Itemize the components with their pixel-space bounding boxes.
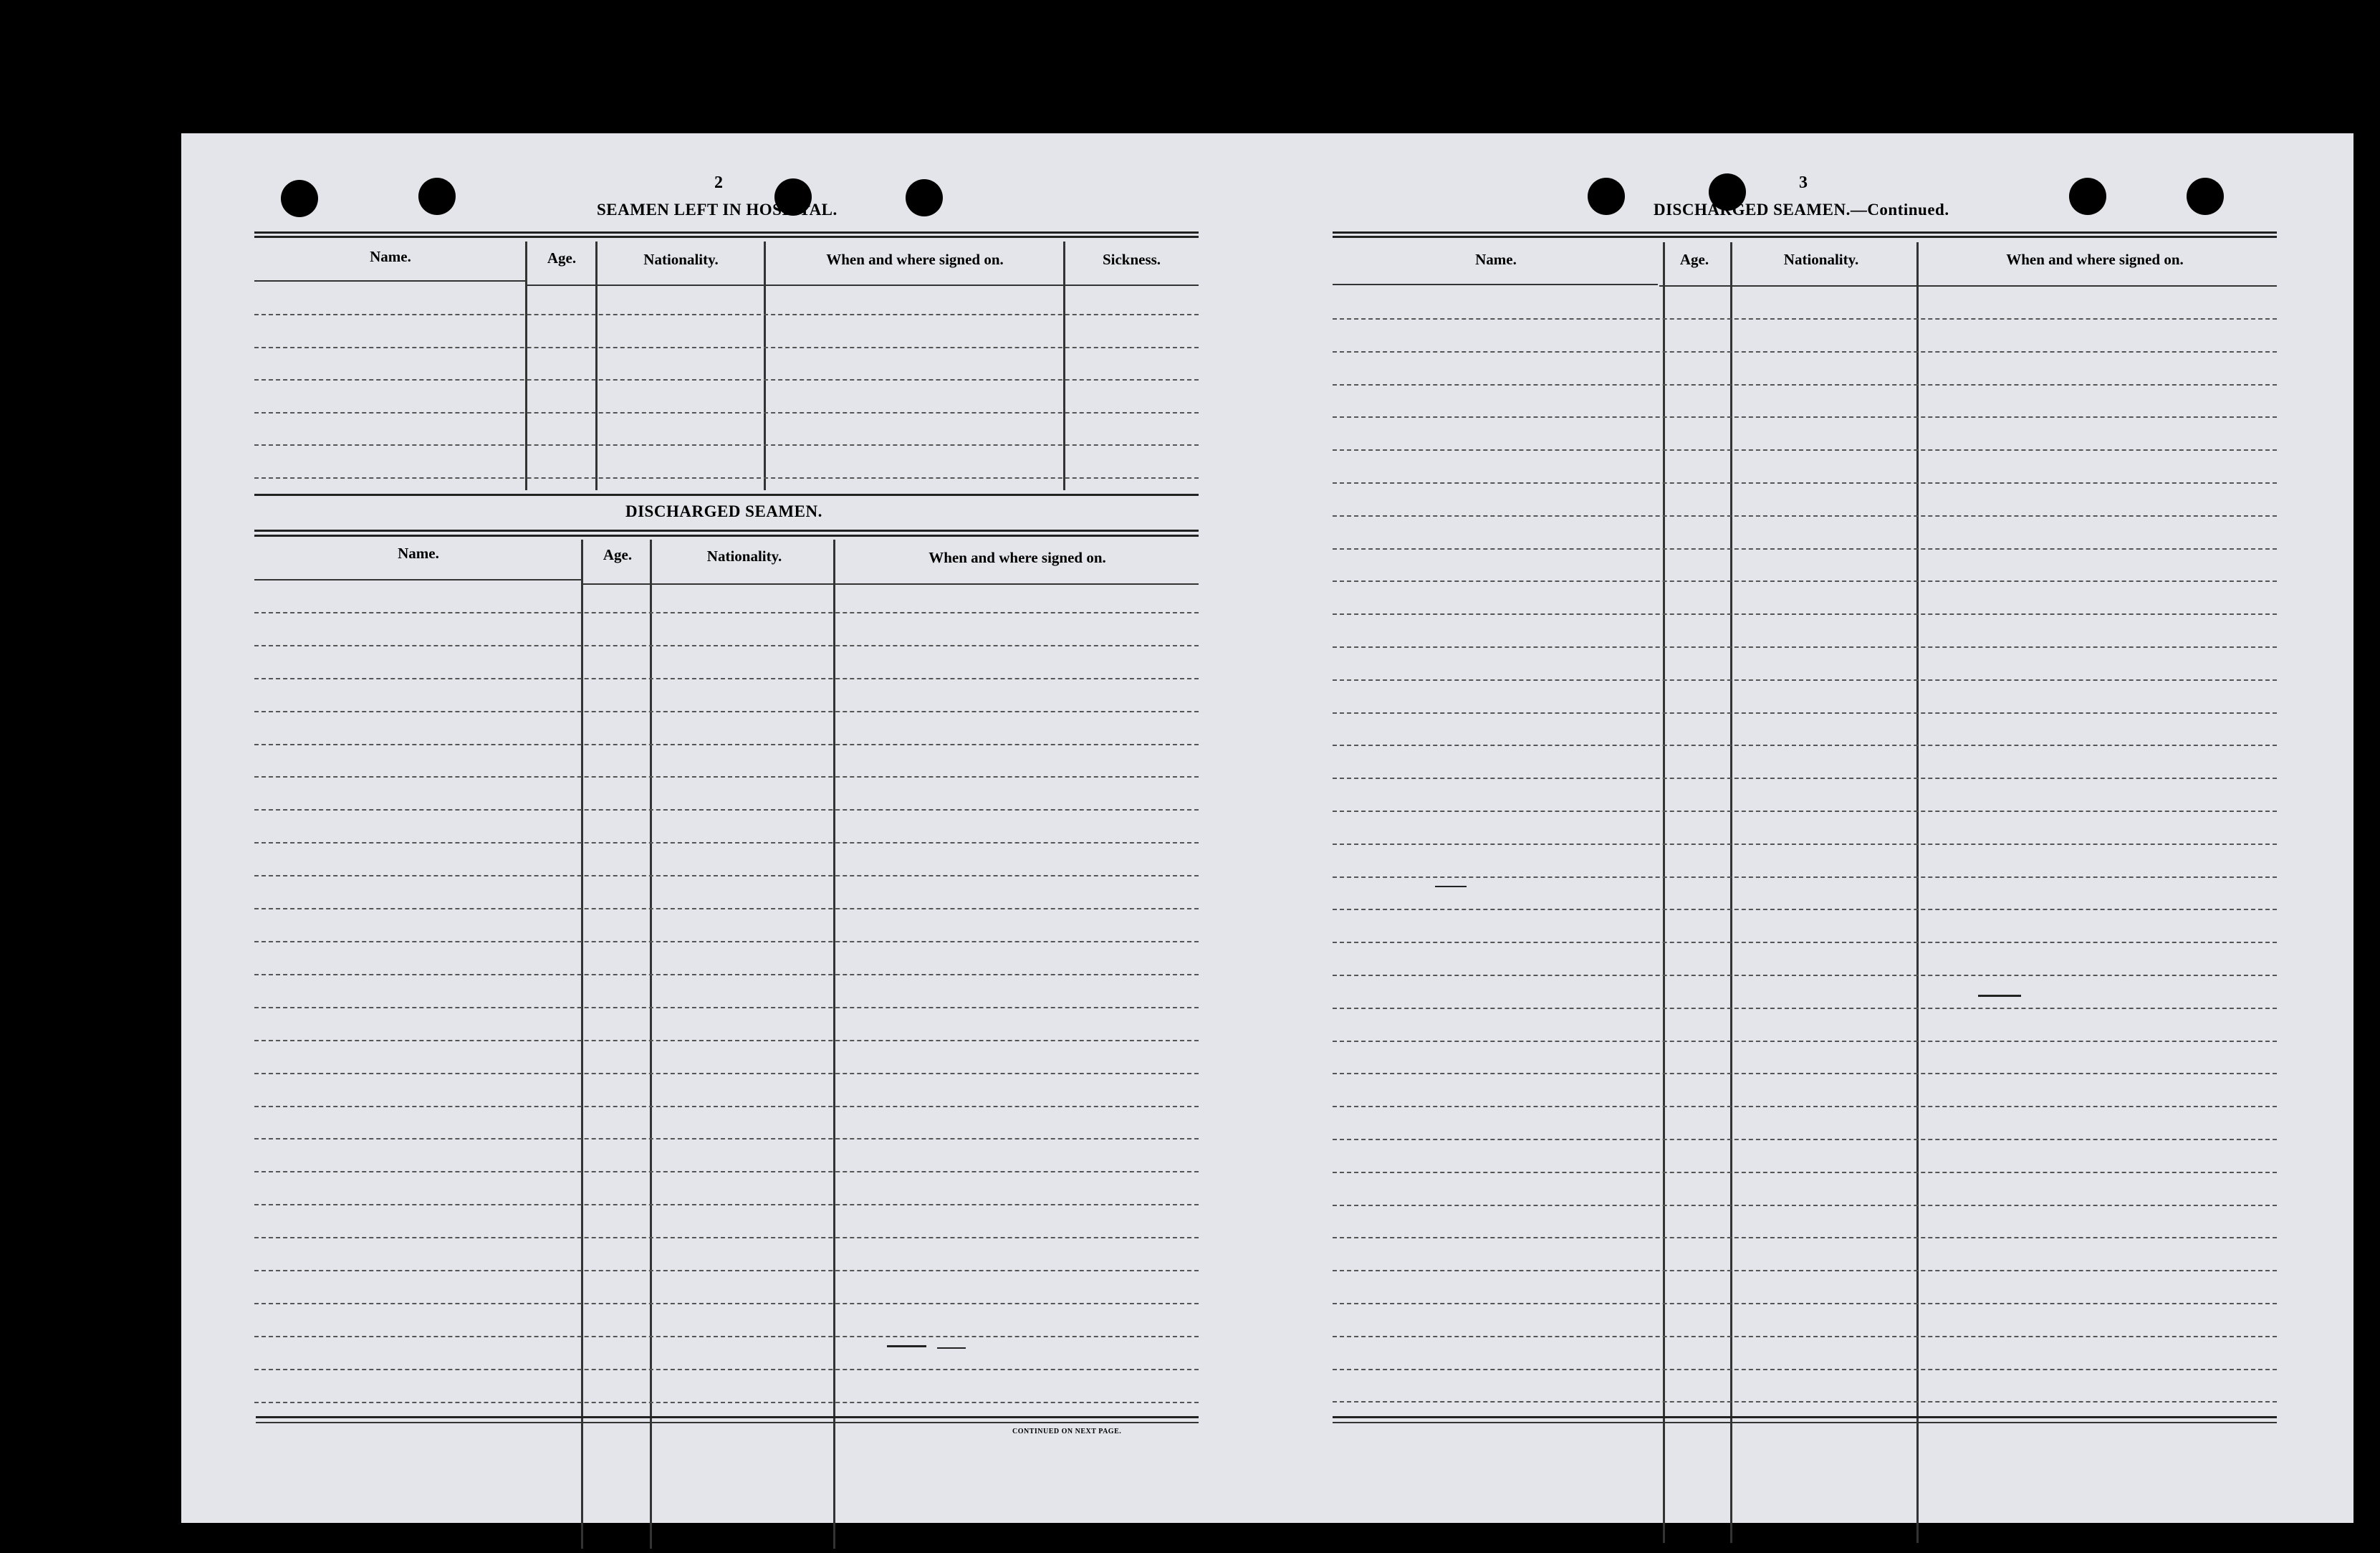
entry-line (254, 1204, 1199, 1205)
table-rule (1333, 1416, 2277, 1418)
entry-line (254, 776, 1199, 778)
header-underline (527, 285, 1199, 286)
entry-line (254, 1040, 1199, 1041)
page-number: 2 (714, 173, 723, 192)
entry-line (1333, 548, 2277, 550)
entry-line (254, 1237, 1199, 1238)
header-underline (582, 583, 1199, 585)
ink-mark (1435, 886, 1467, 887)
punch-hole (418, 178, 456, 215)
entry-line (1333, 449, 2277, 451)
column-divider (833, 540, 835, 1549)
entry-line (254, 612, 1199, 613)
entry-line (254, 809, 1199, 811)
header-underline (254, 579, 581, 580)
entry-line (1333, 1073, 2277, 1074)
hospital-section-title: SEAMEN LEFT IN HOSPITAL. (597, 201, 838, 219)
column-header-name: Name. (1475, 251, 1517, 268)
entry-line (1333, 811, 2277, 812)
table-rule (254, 530, 1199, 532)
table-rule (1333, 1422, 2277, 1423)
entry-line (1333, 416, 2277, 418)
entry-line (1333, 351, 2277, 353)
entry-line (254, 1007, 1199, 1008)
column-header-signed-on: When and where signed on. (826, 251, 1004, 268)
entry-line (254, 974, 1199, 975)
column-divider (1916, 242, 1919, 1543)
entry-line (1333, 1401, 2277, 1403)
punch-hole (2069, 178, 2106, 215)
entry-line (1333, 745, 2277, 746)
punch-hole (906, 179, 943, 216)
entry-line (254, 1106, 1199, 1107)
discharged-section-title: DISCHARGED SEAMEN. (625, 502, 822, 520)
entry-line (1333, 1172, 2277, 1173)
entry-line (1333, 318, 2277, 320)
ink-mark (1978, 995, 2021, 997)
entry-line (1333, 712, 2277, 714)
table-rule (1333, 231, 2277, 234)
entry-line (1333, 778, 2277, 779)
entry-line (1333, 909, 2277, 910)
entry-line (1333, 1008, 2277, 1009)
column-divider (595, 242, 598, 490)
entry-line (254, 1402, 1199, 1403)
entry-line (254, 477, 1199, 479)
page-number: 3 (1799, 173, 1808, 192)
column-header-name: Name. (398, 545, 439, 562)
entry-line (1333, 844, 2277, 845)
table-rule (254, 236, 1199, 238)
column-header-sickness: Sickness. (1102, 251, 1161, 268)
header-underline (254, 280, 527, 282)
entry-line (1333, 679, 2277, 681)
column-header-age: Age. (603, 546, 633, 563)
punch-hole (281, 180, 318, 217)
entry-line (1333, 1303, 2277, 1304)
header-underline (1659, 285, 2277, 287)
table-rule (256, 1422, 1199, 1423)
entry-line (254, 744, 1199, 745)
entry-line (1333, 1205, 2277, 1206)
entry-line (254, 842, 1199, 844)
entry-line (254, 645, 1199, 646)
header-underline (1333, 284, 1658, 285)
table-rule (1333, 236, 2277, 238)
entry-line (254, 1270, 1199, 1271)
ink-mark (937, 1347, 966, 1349)
entry-line (1333, 975, 2277, 976)
table-rule (254, 494, 1199, 496)
entry-line (254, 1138, 1199, 1139)
entry-line (1333, 646, 2277, 648)
column-header-age: Age. (1679, 251, 1709, 268)
entry-line (1333, 1106, 2277, 1107)
continued-note: CONTINUED ON NEXT PAGE. (1012, 1428, 1122, 1435)
entry-line (254, 1171, 1199, 1172)
entry-line (254, 1303, 1199, 1304)
entry-line (1333, 1237, 2277, 1238)
entry-line (254, 379, 1199, 381)
entry-line (254, 908, 1199, 909)
column-divider (581, 540, 583, 1549)
table-rule (254, 535, 1199, 537)
entry-line (1333, 1041, 2277, 1042)
column-divider (1663, 242, 1665, 1543)
column-header-name: Name. (370, 248, 411, 265)
discharged-continued-title: DISCHARGED SEAMEN.—Continued. (1654, 201, 1949, 219)
table-rule (254, 231, 1199, 234)
column-header-nationality: Nationality. (1783, 251, 1859, 268)
column-header-signed-on: When and where signed on. (929, 549, 1106, 566)
entry-line (1333, 384, 2277, 386)
entry-line (1333, 1270, 2277, 1271)
column-divider (650, 540, 652, 1549)
entry-line (254, 1336, 1199, 1337)
entry-line (254, 941, 1199, 942)
column-header-age: Age. (547, 249, 577, 267)
entry-line (254, 1369, 1199, 1370)
column-divider (1063, 242, 1065, 490)
entry-line (1333, 580, 2277, 582)
ink-mark (887, 1345, 926, 1347)
entry-line (254, 444, 1199, 446)
table-rule (256, 1416, 1199, 1418)
entry-line (1333, 1336, 2277, 1337)
entry-line (254, 412, 1199, 414)
column-divider (525, 242, 527, 490)
entry-line (254, 347, 1199, 348)
entry-line (1333, 515, 2277, 517)
entry-line (1333, 1369, 2277, 1370)
column-header-signed-on: When and where signed on. (2006, 251, 2184, 268)
column-divider (764, 242, 766, 490)
column-header-nationality: Nationality. (706, 548, 782, 565)
entry-line (1333, 613, 2277, 615)
punch-hole (1588, 178, 1625, 215)
manifest-sheet (181, 133, 2353, 1523)
entry-line (1333, 876, 2277, 878)
punch-hole (2187, 178, 2224, 215)
column-divider (1730, 242, 1732, 1543)
column-header-nationality: Nationality. (643, 251, 719, 268)
entry-line (254, 314, 1199, 315)
entry-line (254, 711, 1199, 712)
entry-line (254, 678, 1199, 679)
entry-line (254, 875, 1199, 876)
entry-line (1333, 482, 2277, 484)
entry-line (1333, 942, 2277, 943)
entry-line (1333, 1139, 2277, 1140)
entry-line (254, 1073, 1199, 1074)
